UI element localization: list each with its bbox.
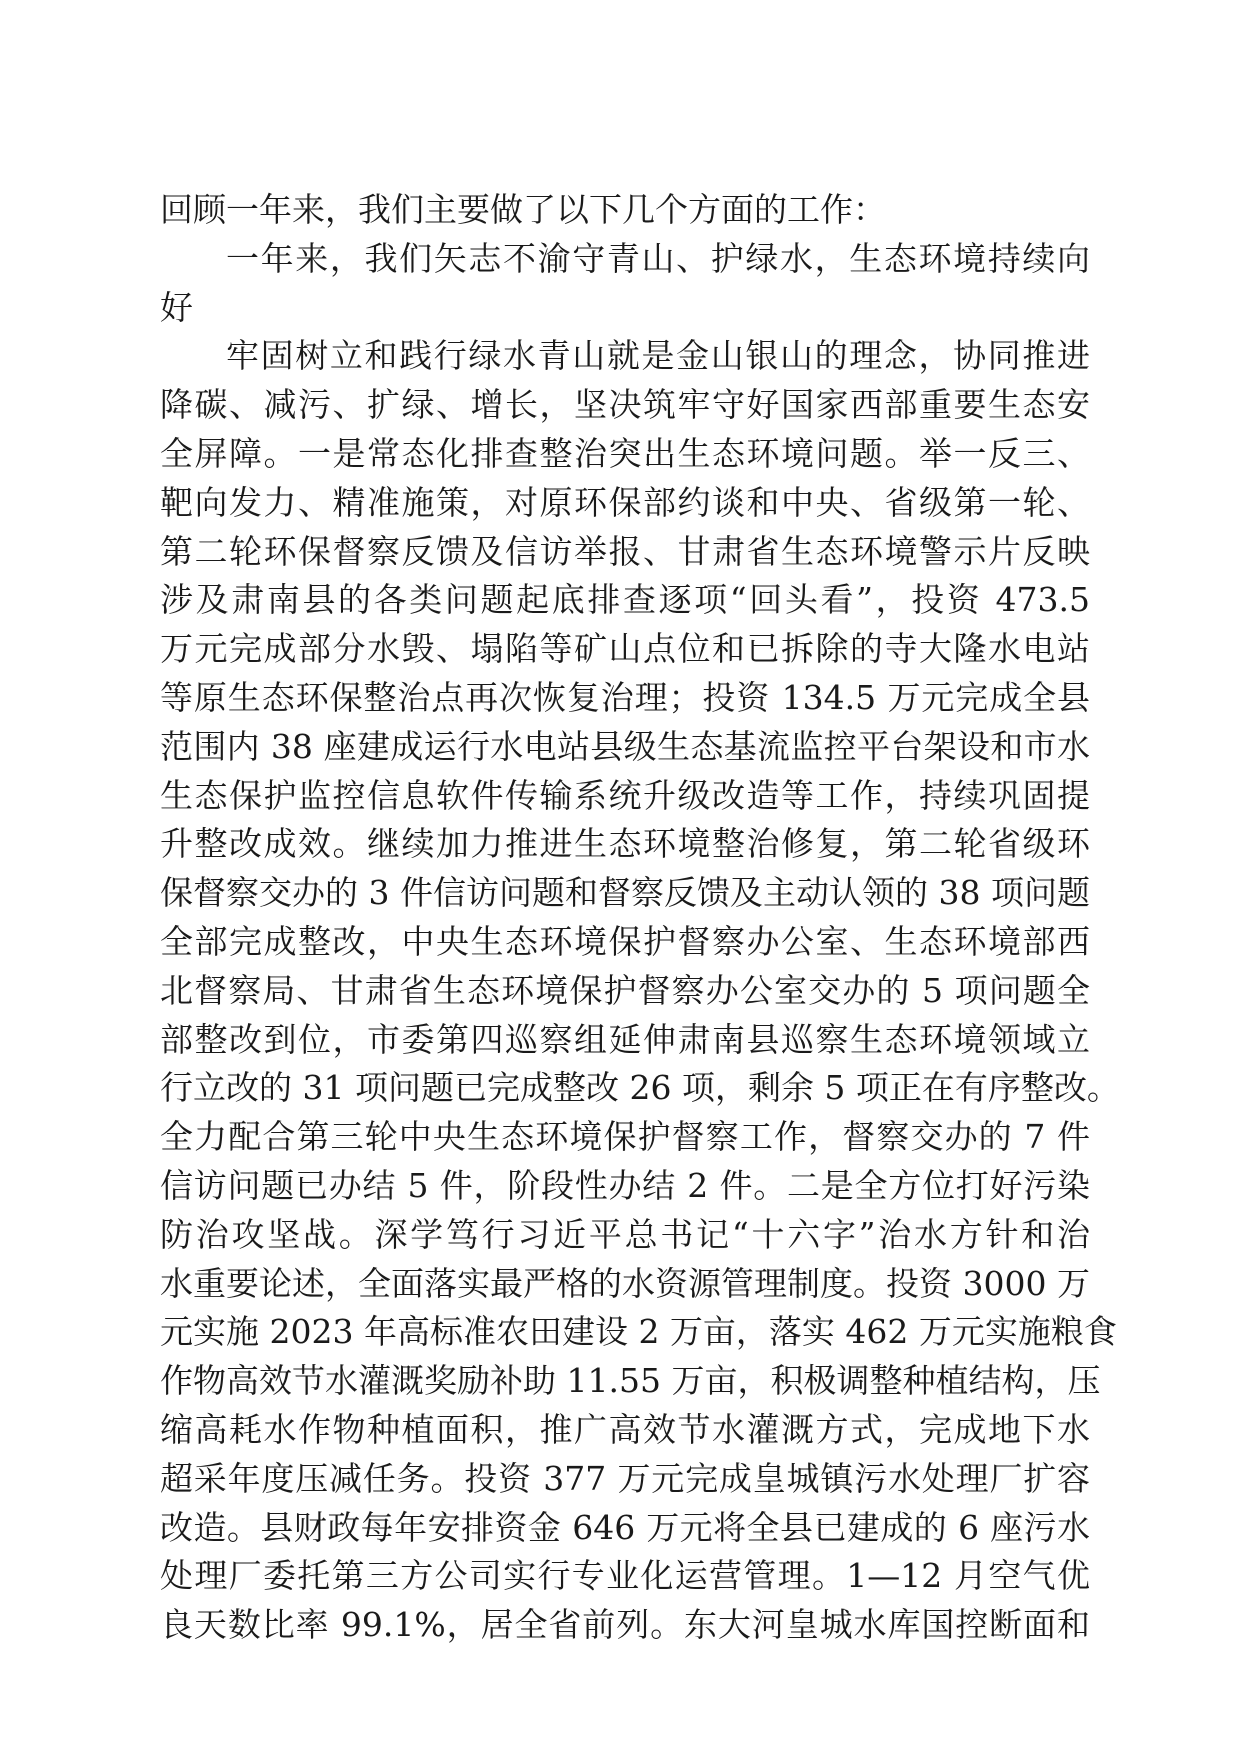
paragraph-line: 北督察局、甘肃省生态环境保护督察办公室交办的 5 项问题全	[160, 970, 1090, 1010]
paragraph-line: 改造。县财政每年安排资金 646 万元将全县已建成的 6 座污水	[160, 1507, 1090, 1547]
paragraph-line: 元实施 2023 年高标准农田建设 2 万亩，落实 462 万元实施粮食	[160, 1312, 1117, 1352]
paragraph-line: 行立改的 31 项问题已完成整改 26 项，剩余 5 项正在有序整改。	[160, 1068, 1120, 1108]
paragraph-line: 靶向发力、精准施策，对原环保部约谈和中央、省级第一轮、	[160, 482, 1090, 522]
paragraph-line: 全部完成整改，中央生态环境保护督察办公室、生态环境部西	[160, 921, 1090, 961]
document-body	[160, 186, 1120, 1650]
paragraph-line: 等原生态环保整治点再次恢复治理；投资 134.5 万元完成全县	[160, 677, 1090, 717]
paragraph-line: 降碳、减污、扩绿、增长，坚决筑牢守好国家西部重要生态安	[160, 385, 1090, 425]
paragraph-line: 全屏障。一是常态化排查整治突出生态环境问题。举一反三、	[160, 433, 1090, 473]
paragraph-line: 缩高耗水作物种植面积，推广高效节水灌溉方式，完成地下水	[160, 1409, 1090, 1449]
paragraph-line: 牢固树立和践行绿水青山就是金山银山的理念，协同推进	[226, 336, 1090, 376]
section-heading-line: 好	[160, 287, 193, 327]
paragraph-line: 良天数比率 99.1%，居全省前列。东大河皇城水库国控断面和	[160, 1605, 1090, 1645]
section-heading-line: 一年来，我们矢志不渝守青山、护绿水，生态环境持续向	[226, 238, 1090, 278]
paragraph-line: 生态保护监控信息软件传输系统升级改造等工作，持续巩固提	[160, 775, 1090, 815]
paragraph-line: 保督察交办的 3 件信访问题和督察反馈及主动认领的 38 项问题	[160, 873, 1090, 913]
paragraph-line: 升整改成效。继续加力推进生态环境整治修复，第二轮省级环	[160, 824, 1090, 864]
paragraph-line: 信访问题已办结 5 件，阶段性办结 2 件。二是全方位打好污染	[160, 1165, 1090, 1205]
paragraph-line: 处理厂委托第三方公司实行专业化运营管理。1—12 月空气优	[160, 1556, 1090, 1596]
text-line-intro: 回顾一年来，我们主要做了以下几个方面的工作：	[160, 190, 886, 229]
paragraph-line: 涉及肃南县的各类问题起底排查逐项“回头看”，投资 473.5	[160, 580, 1090, 620]
paragraph-line: 水重要论述，全面落实最严格的水资源管理制度。投资 3000 万	[160, 1263, 1090, 1303]
paragraph-line: 第二轮环保督察反馈及信访举报、甘肃省生态环境警示片反映	[160, 531, 1090, 571]
paragraph-line: 防治攻坚战。深学笃行习近平总书记“十六字”治水方针和治	[160, 1214, 1090, 1254]
paragraph-line: 万元完成部分水毁、塌陷等矿山点位和已拆除的寺大隆水电站	[160, 629, 1090, 669]
paragraph-line: 全力配合第三轮中央生态环境保护督察工作，督察交办的 7 件	[160, 1117, 1090, 1157]
paragraph-line: 部整改到位，市委第四巡察组延伸肃南县巡察生态环境领域立	[160, 1019, 1090, 1059]
paragraph-line: 范围内 38 座建成运行水电站县级生态基流监控平台架设和市水	[160, 726, 1090, 766]
paragraph-line: 作物高效节水灌溉奖励补助 11.55 万亩，积极调整种植结构，压	[160, 1361, 1101, 1401]
paragraph-line: 超采年度压减任务。投资 377 万元完成皇城镇污水处理厂扩容	[160, 1458, 1090, 1498]
